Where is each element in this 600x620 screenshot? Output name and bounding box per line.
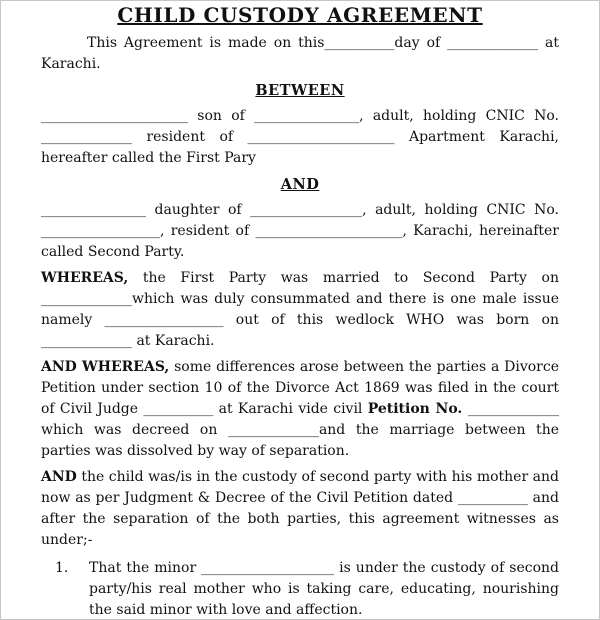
second-party-paragraph: _______________ daughter of ________________, adult, holding CNIC No. _________________, resident of _____________________, Karachi, hereinafter called Second Party. — [41, 202, 559, 260]
and-whereas-body-1: some differences arose between the parties a Divorce Petition under section 10 of the Divorce Act 1869 was filed in the court of Civil Judge __________ at Karachi vide civil — [41, 359, 559, 417]
document-title: CHILD CUSTODY AGREEMENT — [117, 3, 483, 27]
custody-lead: AND — [41, 469, 77, 485]
petition-no-bold: Petition No. — [367, 401, 468, 417]
whereas-lead: WHEREAS, — [41, 270, 129, 286]
whereas-body: the First Party was married to Second Party on _____________which was duly consummated and there is one male issue namely _________________ out of this wedlock WHO was born on _____________ at Karachi. — [41, 270, 559, 349]
list-item-1-text: That the minor ___________________ is under the custody of second party/his real mother who is taking care, educating, nourishing the said minor with love and affection. — [89, 560, 559, 618]
custody-body: the child was/is in the custody of second party with his mother and now as per Judgment & Decree of the Civil Petition dated __________ and after the separation of the both parties, this agreement witnesses as under;- — [41, 469, 559, 548]
list-item-1-number: 1. — [55, 560, 69, 576]
between-heading: BETWEEN — [255, 82, 345, 99]
intro-paragraph: This Agreement is made on this__________day of _____________ at Karachi. — [41, 35, 559, 72]
custody-paragraph — [41, 467, 559, 551]
first-party-paragraph: _____________________ son of _______________, adult, holding CNIC No. _____________ resident of _____________________ Apartment Karachi, hereafter called the First Pary — [41, 108, 559, 166]
and-whereas-body-2: _____________ which was decreed on _____________and the marriage between the parties was dissolved by way of separation. — [41, 401, 559, 459]
and-whereas-paragraph — [41, 357, 559, 462]
and-whereas-lead: AND WHEREAS, — [41, 359, 170, 375]
and-heading: AND — [280, 176, 320, 193]
whereas-paragraph — [41, 268, 559, 352]
list-item-1 — [55, 558, 559, 620]
